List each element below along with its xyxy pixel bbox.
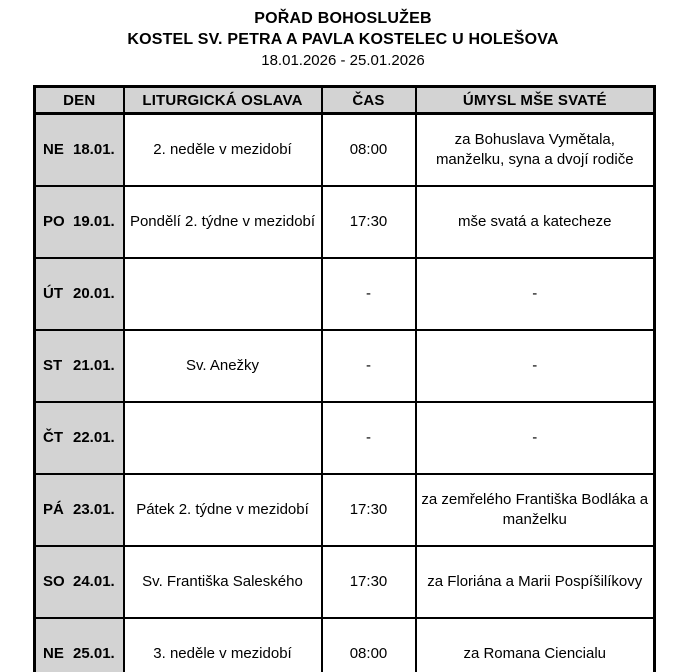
- table-header-row: [35, 87, 655, 114]
- celebration-cell: 3. neděle v mezidobí: [124, 618, 322, 672]
- day-abbr: NE: [43, 645, 64, 663]
- time-cell: 17:30: [322, 546, 416, 618]
- day-cell: [35, 546, 124, 618]
- table-row: [35, 114, 655, 187]
- day-cell: [35, 330, 124, 402]
- day-cell: [35, 186, 124, 258]
- day-cell: [35, 258, 124, 330]
- intention-cell: za zemřelého Františka Bodláka a manželku: [416, 474, 655, 546]
- celebration-cell: [124, 258, 322, 330]
- day-abbr: ST: [43, 357, 63, 375]
- day-cell: [35, 114, 124, 187]
- time-cell: -: [322, 402, 416, 474]
- table-row: [35, 474, 655, 546]
- time-cell: -: [322, 330, 416, 402]
- intention-cell: -: [416, 258, 655, 330]
- table-row: [35, 258, 655, 330]
- service-schedule-table: [33, 85, 656, 672]
- intention-cell: za Bohuslava Vymětala, manželku, syna a dvojí rodiče: [416, 114, 655, 187]
- table-row: [35, 402, 655, 474]
- header-liturgical-celebration: LITURGICKÁ OSLAVA: [124, 87, 322, 114]
- table-row: [35, 330, 655, 402]
- header-mass-intention: ÚMYSL MŠE SVATÉ: [416, 87, 655, 114]
- time-cell: 17:30: [322, 474, 416, 546]
- table-row: [35, 546, 655, 618]
- celebration-cell: Pátek 2. týdne v mezidobí: [124, 474, 322, 546]
- day-abbr: PÁ: [43, 501, 64, 519]
- day-abbr: ČT: [43, 429, 63, 447]
- header-day: DEN: [35, 87, 124, 114]
- day-date: 24.01.: [73, 573, 115, 591]
- day-date: 23.01.: [73, 501, 115, 519]
- celebration-cell: Pondělí 2. týdne v mezidobí: [124, 186, 322, 258]
- day-date: 25.01.: [73, 645, 115, 663]
- day-date: 20.01.: [73, 285, 115, 303]
- document-header: [0, 8, 686, 71]
- document-title: POŘAD BOHOSLUŽEB: [254, 10, 432, 27]
- day-abbr: NE: [43, 141, 64, 159]
- header-time: ČAS: [322, 87, 416, 114]
- intention-cell: za Romana Ciencialu: [416, 618, 655, 672]
- time-cell: 08:00: [322, 618, 416, 672]
- day-cell: [35, 402, 124, 474]
- date-range: 18.01.2026 - 25.01.2026: [261, 52, 425, 69]
- time-cell: 08:00: [322, 114, 416, 187]
- celebration-cell: Sv. Anežky: [124, 330, 322, 402]
- intention-cell: mše svatá a katecheze: [416, 186, 655, 258]
- celebration-cell: [124, 402, 322, 474]
- day-date: 19.01.: [73, 213, 115, 231]
- time-cell: -: [322, 258, 416, 330]
- time-cell: 17:30: [322, 186, 416, 258]
- day-abbr: ÚT: [43, 285, 63, 303]
- day-abbr: PO: [43, 213, 65, 231]
- celebration-cell: 2. neděle v mezidobí: [124, 114, 322, 187]
- table-row: [35, 618, 655, 672]
- day-cell: [35, 618, 124, 672]
- day-date: 21.01.: [73, 357, 115, 375]
- day-date: 22.01.: [73, 429, 115, 447]
- day-abbr: SO: [43, 573, 65, 591]
- church-name: KOSTEL SV. PETRA A PAVLA KOSTELEC U HOLEŠOVA: [127, 31, 559, 48]
- day-cell: [35, 474, 124, 546]
- celebration-cell: Sv. Františka Saleského: [124, 546, 322, 618]
- intention-cell: -: [416, 330, 655, 402]
- table-row: [35, 186, 655, 258]
- day-date: 18.01.: [73, 141, 115, 159]
- intention-cell: -: [416, 402, 655, 474]
- intention-cell: za Floriána a Marii Pospíšilíkovy: [416, 546, 655, 618]
